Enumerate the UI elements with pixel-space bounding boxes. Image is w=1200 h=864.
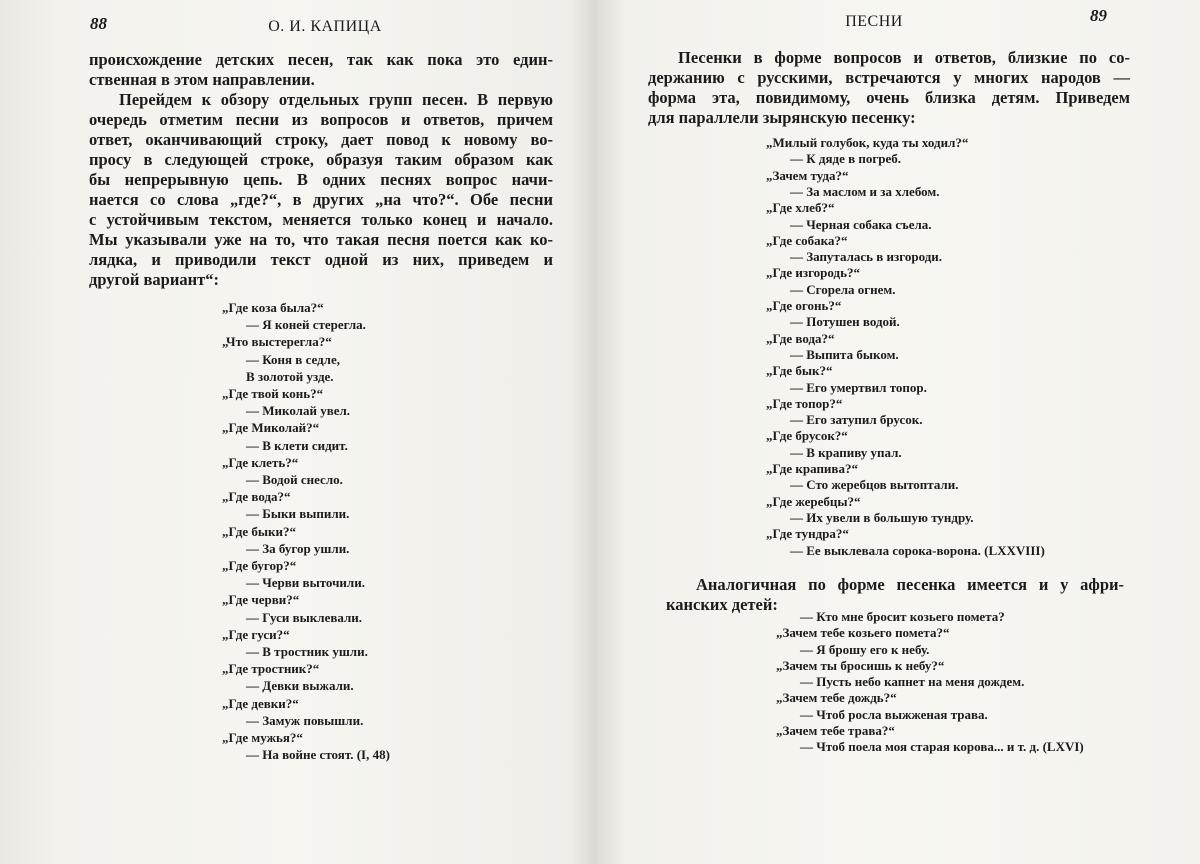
poem-question-line: „Где вода?“ xyxy=(766,330,835,346)
poem-answer-line: — За маслом и за хлебом. xyxy=(790,183,940,199)
poem-question-line: „Где брусок?“ xyxy=(766,428,848,444)
text-line: держанию с русскими, встречаются у многих народов — xyxy=(648,68,1130,87)
text-line: форма эта, повидимому, очень близка детям. Приведем xyxy=(648,88,1130,107)
text-line: другой вариант“: xyxy=(89,270,219,289)
poem-question-line: „Где Миколай?“ xyxy=(222,420,320,436)
poem-answer-line: — Сто жеребцов вытоптали. xyxy=(790,477,959,493)
body-text xyxy=(648,48,1130,128)
poem-answer-line: — Их увели в большую тундру. xyxy=(790,509,974,525)
text-line: нается со слова „где?“, в других „на что?“. Обе песни xyxy=(89,190,553,209)
poem-answer-line: — Его умертвил топор. xyxy=(790,379,927,395)
running-head: О. И. КАПИЦА xyxy=(268,18,382,35)
poem-answer-line: — Кто мне бросит козьего помета? xyxy=(800,609,1005,624)
poem-question-line: „Зачем тебе трава?“ xyxy=(776,722,895,738)
poem-answer-line: — Замуж повышли. xyxy=(246,712,364,728)
poem-question-line: „Зачем тебе козьего помета?“ xyxy=(776,625,950,641)
poem-answer-line: — Я брошу его к небу. xyxy=(800,641,930,657)
text-line: Аналогичная по форме песенка имеется и у афри- xyxy=(696,575,1124,594)
text-line: для параллели зырянскую песенку: xyxy=(648,108,916,127)
poem-question-line: „Где коза была?“ xyxy=(222,300,324,315)
poem-answer-line: — Водой снесло. xyxy=(246,472,343,487)
text-line: очередь отметим песни из вопросов и ответов, причем xyxy=(89,110,553,129)
text-line: ответ, оканчивающий строку, дает повод к новому во- xyxy=(89,130,553,149)
poem-answer-line: — Запуталась в изгороди. xyxy=(790,249,943,265)
poem-answer-line: — Пусть небо капнет на меня дождем. xyxy=(800,674,1025,689)
poem-question-line: „Где девки?“ xyxy=(222,695,299,711)
poem-answer-line: — Гуси выклевали. xyxy=(246,609,363,625)
text-line: бы непрерывную цепь. В одних песнях вопрос начи- xyxy=(89,170,553,189)
page-number: 89 xyxy=(1090,6,1107,25)
poem-answer-line: — На войне стоят. (I, 48) xyxy=(246,747,390,763)
poem-answer-line: — Черви выточили. xyxy=(246,575,365,591)
poem-answer-line: — Чтоб росла выжженая трава. xyxy=(800,706,988,722)
poem-answer-line: — Потушен водой. xyxy=(790,314,900,330)
poem-question-line: „Где твой конь?“ xyxy=(222,386,324,401)
poem-answer-line: — Его затупил брусок. xyxy=(790,412,923,428)
poem-question-line: „Где тундра?“ xyxy=(766,526,849,542)
poem-question-line: „Где бугор?“ xyxy=(222,558,297,573)
poem-question-line: „Где гуси?“ xyxy=(222,626,290,642)
poem-question-line: „Милый голубок, куда ты ходил?“ xyxy=(766,135,969,150)
poem-answer-line: — За бугор ушли. xyxy=(246,540,350,556)
left-page xyxy=(0,0,596,864)
poem-question-line: „Зачем туда?“ xyxy=(766,167,849,183)
poem-question-line: „Где клеть?“ xyxy=(222,454,299,470)
poem-answer-line: В золотой узде. xyxy=(246,368,334,384)
text-line: лядка, и приводили текст одной из них, приведем и xyxy=(89,250,553,269)
poem-answer-line: — Выпита быком. xyxy=(790,346,899,362)
poem-question-line: „Что выстерегла?“ xyxy=(222,334,332,350)
poem-question-line: „Где собака?“ xyxy=(766,232,848,248)
text-line: канских детей: xyxy=(666,595,778,614)
poem-answer-line: — В клети сидит. xyxy=(246,437,348,453)
poem-question-line: „Где крапива?“ xyxy=(766,461,858,476)
poem-question-line: „Зачем тебе дождь?“ xyxy=(776,690,897,706)
poem-question-line: „Где изгородь?“ xyxy=(766,265,860,281)
poem-question-line: „Где вода?“ xyxy=(222,489,291,505)
text-line: Песенки в форме вопросов и ответов, близкие по со- xyxy=(678,48,1130,67)
poem-answer-line: — Ее выклевала сорока-ворона. (LXXVIII) xyxy=(790,542,1045,558)
text-line: происхождение детских песен, так как пока это един- xyxy=(89,50,553,69)
poem-question-line: „Зачем ты бросишь к небу?“ xyxy=(776,657,945,673)
poem-answer-line: — Девки выжали. xyxy=(246,678,354,694)
text-line: Перейдем к обзору отдельных групп песен. В первую xyxy=(119,90,553,109)
page-number: 88 xyxy=(90,14,107,33)
text-line: Мы указывали уже на то, что такая песня поется как ко- xyxy=(89,230,553,249)
poem-answer-line: — Коня в седле, xyxy=(246,351,340,367)
poem-answer-line: — В тростник ушли. xyxy=(246,644,368,659)
text-line: просу в следующей строке, образуя таким образом как xyxy=(89,150,553,169)
poem-question-line: „Где мужья?“ xyxy=(222,730,303,745)
poem-answer-line: — В крапиву упал. xyxy=(790,444,902,460)
poem-question-line: „Где хлеб?“ xyxy=(766,200,835,216)
poem-question-line: „Где жеребцы?“ xyxy=(766,493,861,509)
poem-question-line: „Где огонь?“ xyxy=(766,298,842,313)
body-text xyxy=(89,50,553,290)
poem-answer-line: — Чтоб поела моя старая корова... и т. д. (LXVI) xyxy=(800,739,1084,754)
text-line: с устойчивым текстом, меняется только конец и начало. xyxy=(89,210,553,229)
poem-answer-line: — Быки выпили. xyxy=(246,506,350,522)
poem-answer-line: — К дяде в погреб. xyxy=(790,151,902,167)
poem-answer-line: — Я коней стерегла. xyxy=(246,317,366,333)
poem-question-line: „Где черви?“ xyxy=(222,592,300,608)
poem-question-line: „Где топор?“ xyxy=(766,395,843,411)
poem-answer-line: — Миколай увел. xyxy=(246,403,351,419)
poem-question-line: „Где быки?“ xyxy=(222,523,297,539)
poem-question-line: „Где бык?“ xyxy=(766,363,833,379)
poem-question-line: „Где тростник?“ xyxy=(222,661,320,677)
text-line: ственная в этом направлении. xyxy=(89,70,315,89)
poem-answer-line: — Сгорела огнем. xyxy=(790,281,896,297)
right-page xyxy=(596,0,1200,864)
poem-answer-line: — Черная собака съела. xyxy=(790,216,932,232)
running-head: ПЕСНИ xyxy=(845,13,903,30)
